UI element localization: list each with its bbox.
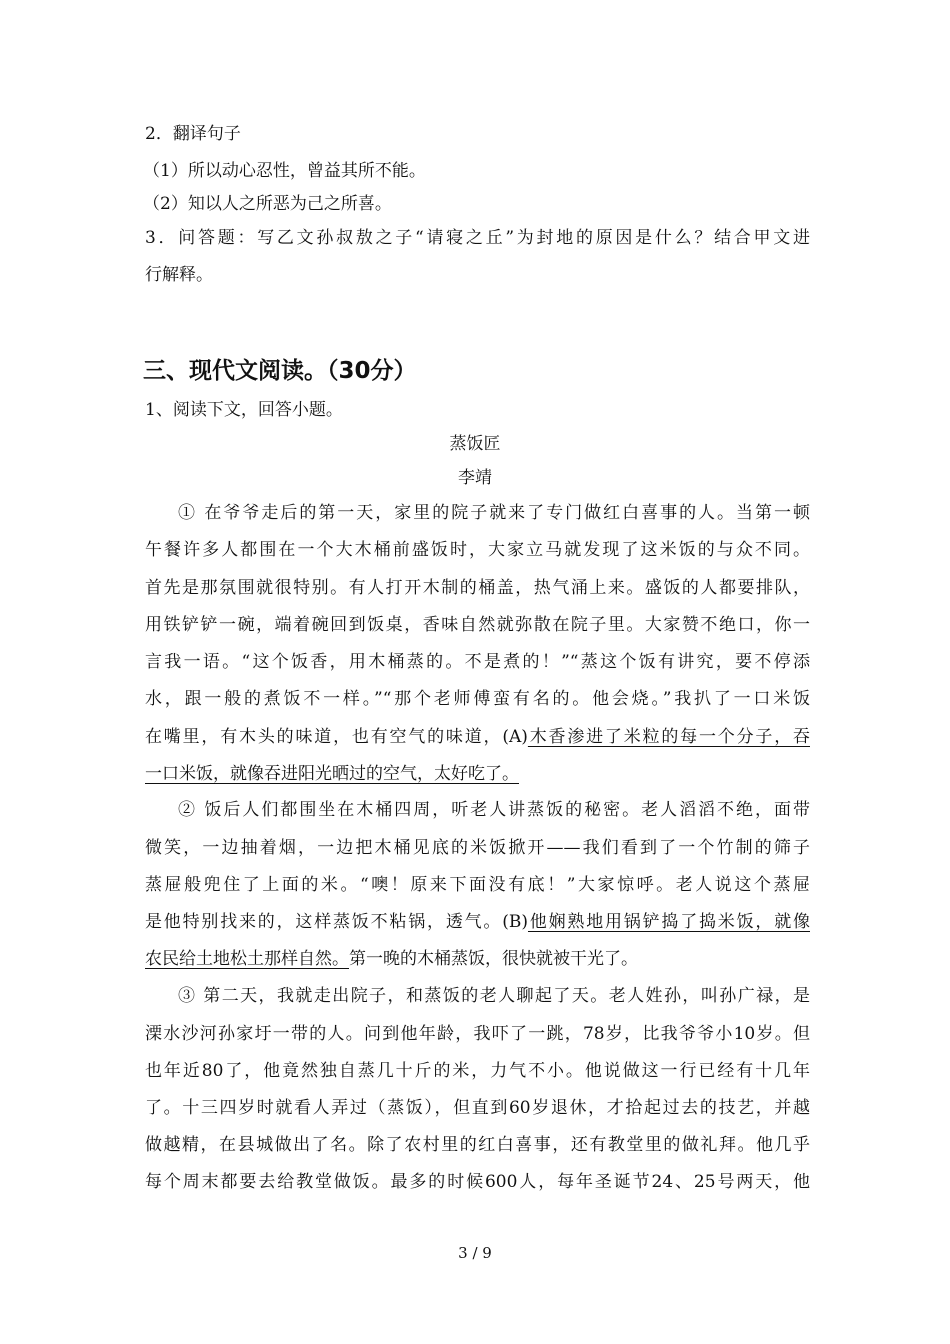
paragraph-1-line [145, 727, 810, 747]
paragraph-1-line [145, 764, 810, 784]
section-heading: 三、现代文阅读。（30分） [143, 358, 417, 384]
paragraph-2-line [145, 912, 810, 932]
paragraph-1-line: 午餐许多人都围在一个大木桶前盛饭时，大家立马就发现了这米饭的与众不同。 [145, 540, 810, 560]
underlined-sentence-b: 他娴熟地用锅铲捣了捣米饭，就像 [527, 912, 810, 932]
paragraph-3-line: 溧水沙河孙家圩一带的人。问到他年龄，我吓了一跳，78岁，比我爷爷小10岁。但 [145, 1024, 810, 1044]
paragraph-1-line: 用铁铲铲一碗，端着碗回到饭桌，香味自然就弥散在院子里。大家赞不绝口，你一 [145, 615, 810, 635]
question-3-line-1: 3．问答题：写乙文孙叔敖之子“请寝之丘”为封地的原因是什么？结合甲文进 [145, 228, 810, 248]
underlined-sentence-a: 木香渗进了米粒的每一个分子，吞 [527, 727, 810, 747]
paragraph-3-line: ③ 第二天，我就走出院子，和蒸饭的老人聊起了天。老人姓孙，叫孙广禄，是 [178, 986, 810, 1006]
paragraph-2-line [145, 949, 810, 969]
section-intro: 1、阅读下文，回答小题。 [145, 400, 343, 420]
paragraph-1-line: 首先是那氛围就很特别。有人打开木制的桶盖，热气涌上来。盛饭的人都要排队， [145, 578, 810, 598]
question-3-line-2: 行解释。 [145, 265, 213, 285]
paragraph-3-line: 每个周末都要去给教堂做饭。最多的时候600人，每年圣诞节24、25号两天，他 [145, 1172, 810, 1192]
paragraph-3-line: 也年近80了，他竟然独自蒸几十斤的米，力气不小。他说做这一行已经有十几年 [145, 1061, 810, 1081]
paragraph-1-line: ① 在爷爷走后的第一天，家里的院子就来了专门做红白喜事的人。当第一顿 [178, 503, 810, 523]
passage-author: 李靖 [458, 468, 492, 488]
paragraph-2-text: 第一晚的木桶蒸饭，很快就被干光了。 [349, 949, 638, 969]
paragraph-2-line: ② 饭后人们都围坐在木桶四周，听老人讲蒸饭的秘密。老人滔滔不绝，面带 [178, 800, 810, 820]
question-2-item-1: （1）所以动心忍性，曾益其所不能。 [143, 161, 426, 181]
paragraph-1-line: 水，跟一般的煮饭不一样。”“那个老师傅蛮有名的。他会烧。”我扒了一口米饭 [145, 689, 810, 709]
paragraph-1-line: 言我一语。“这个饭香，用木桶蒸的。不是煮的！”“蒸这个饭有讲究，要不停添 [145, 652, 810, 672]
question-2-item-2: （2）知以人之所恶为己之所喜。 [143, 194, 392, 214]
passage-title: 蒸饭匠 [449, 434, 501, 454]
page-number: 3 / 9 [458, 1244, 492, 1262]
paragraph-2-text: 是他特别找来的，这样蒸饭不粘锅，透气。(B) [145, 912, 528, 932]
underlined-sentence-a: 一口米饭，就像吞进阳光晒过的空气，太好吃了。 [145, 764, 519, 784]
question-2-title: 2．翻译句子 [145, 124, 241, 144]
underlined-sentence-b: 农民给土地松土那样自然。 [145, 949, 349, 969]
paragraph-2-line: 微笑，一边抽着烟，一边把木桶见底的米饭掀开——我们看到了一个竹制的筛子 [145, 838, 810, 858]
paragraph-1-text: 在嘴里，有木头的味道，也有空气的味道，(A) [145, 727, 528, 747]
paragraph-3-line: 了。十三四岁时就看人弄过（蒸饭），但直到60岁退休，才拾起过去的技艺，并越 [145, 1098, 810, 1118]
paragraph-2-line: 蒸屉般兜住了上面的米。“噢！原来下面没有底！”大家惊呼。老人说这个蒸屉 [145, 875, 810, 895]
paragraph-3-line: 做越精，在县城做出了名。除了农村里的红白喜事，还有教堂里的做礼拜。他几乎 [145, 1135, 810, 1155]
